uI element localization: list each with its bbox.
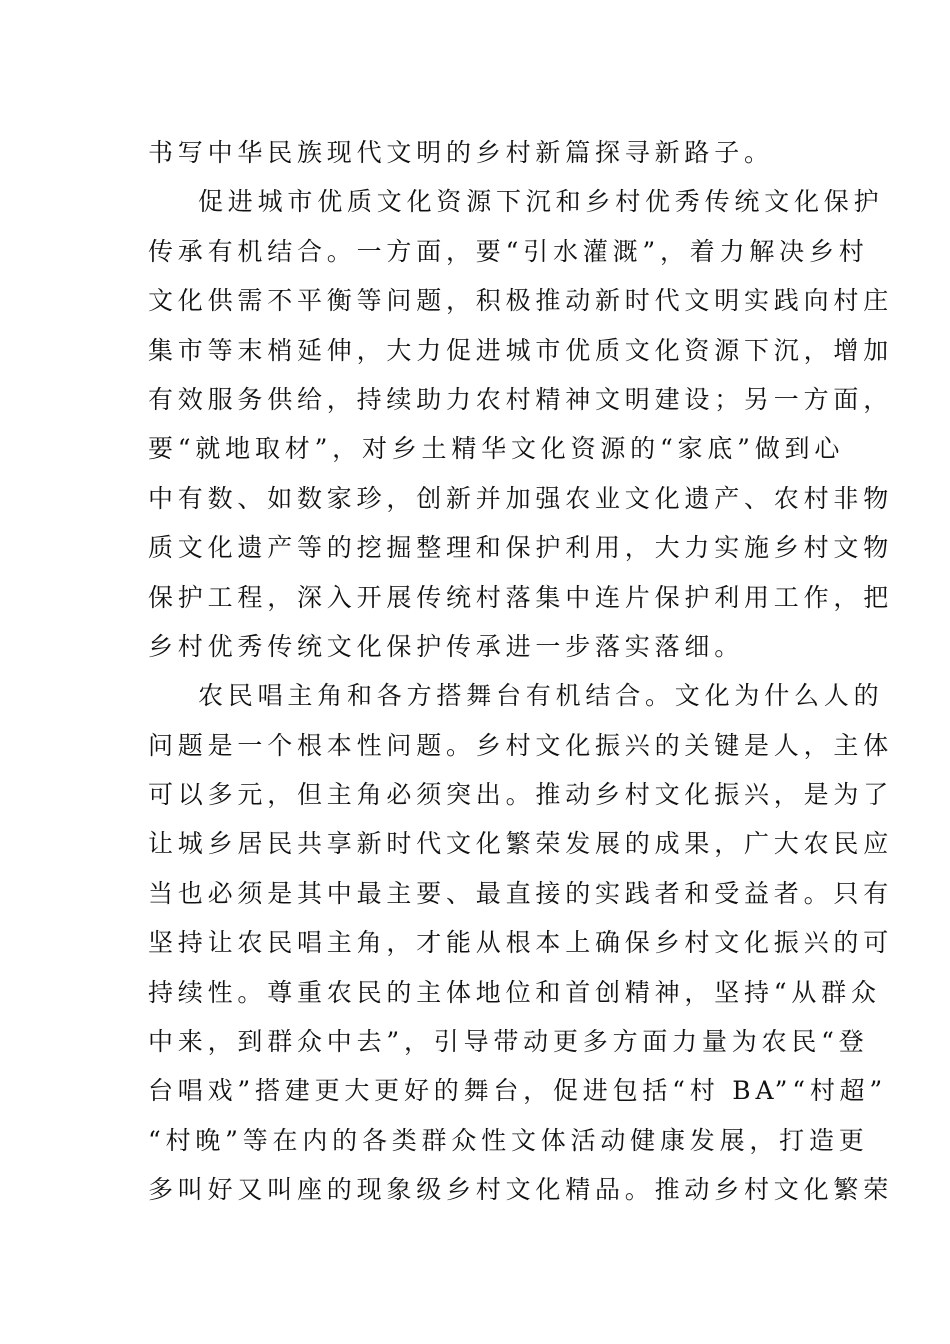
text-line: 有效服务供给，持续助力农村精神文明建设；另一方面， [148,384,894,414]
text-line: “村晚”等在内的各类群众性文体活动健康发展，打造更 [148,1125,869,1155]
paragraph-first-line: 促进城市优质文化资源下沉和乡村优秀传统文化保护 [198,187,884,217]
text-line: 中来，到群众中去”，引导带动更多方面力量为农民“登 [148,1027,869,1057]
text-line: 乡村优秀传统文化保护传承进一步落实落细。 [148,631,745,661]
text-line: 台唱戏”搭建更大更好的舞台，促进包括“村 BA”“村超” [148,1076,888,1106]
text-line: 中有数、如数家珍，创新并加强农业文化遗产、农村非物 [148,483,894,513]
text-line: 文化供需不平衡等问题，积极推动新时代文明实践向村庄 [148,286,894,316]
text-line: 可以多元，但主角必须突出。推动乡村文化振兴，是为了 [148,780,894,810]
text-line: 要“就地取材”，对乡土精华文化资源的“家底”做到心 [148,434,845,464]
text-line: 集市等末梢延伸，大力促进城市优质文化资源下沉，增加 [148,335,894,365]
document-body [148,128,894,1215]
text-line: 质文化遗产等的挖掘整理和保护利用，大力实施乡村文物 [148,533,894,563]
text-line: 传承有机结合。一方面，要“引水灌溉”，着力解决乡村 [148,236,869,266]
paragraph-first-line: 农民唱主角和各方搭舞台有机结合。文化为什么人的 [198,681,884,711]
text-line: 问题是一个根本性问题。乡村文化振兴的关键是人，主体 [148,730,894,760]
text-line: 当也必须是其中最主要、最直接的实践者和受益者。只有 [148,878,894,908]
text-line: 持续性。尊重农民的主体地位和首创精神，坚持“从群众 [148,977,881,1007]
text-line: 多叫好又叫座的现象级乡村文化精品。推动乡村文化繁荣 [148,1175,894,1205]
text-line: 坚持让农民唱主角，才能从根本上确保乡村文化振兴的可 [148,928,894,958]
text-line: 保护工程，深入开展传统村落集中连片保护利用工作，把 [148,582,894,612]
text-line: 书写中华民族现代文明的乡村新篇探寻新路子。 [148,138,774,167]
text-line: 让城乡居民共享新时代文化繁荣发展的成果，广大农民应 [148,829,894,859]
